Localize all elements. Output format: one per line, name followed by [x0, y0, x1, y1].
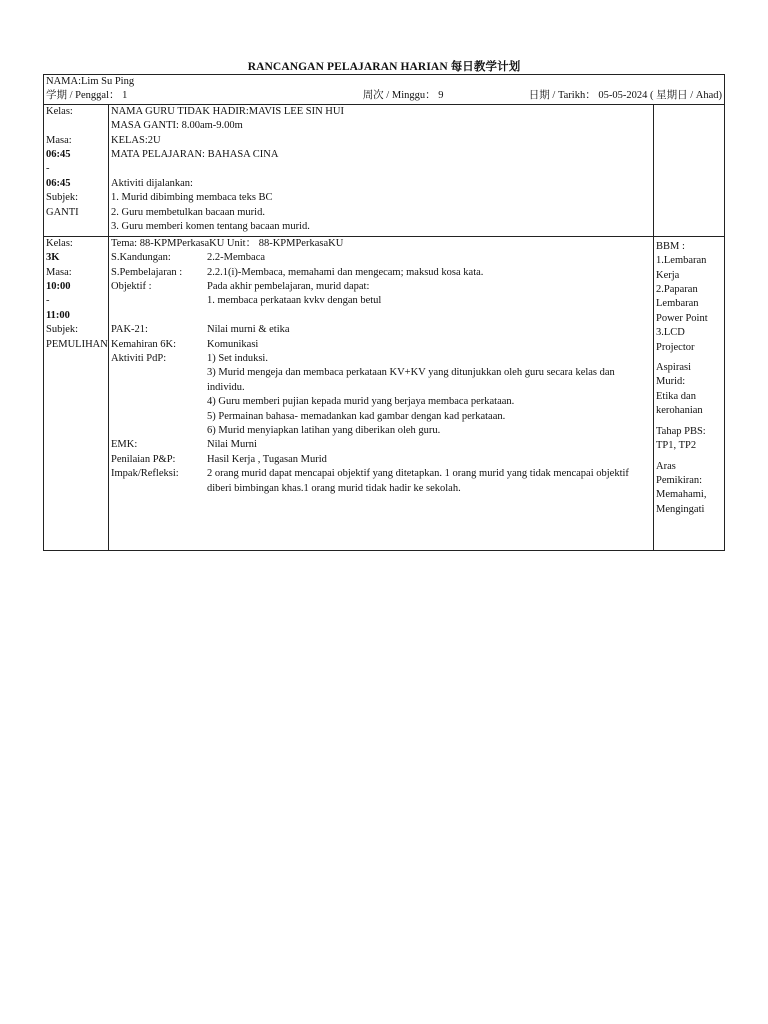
activity-item: 4) Guru memberi pujian kepada murid yang berjaya membaca perkataan. — [207, 396, 515, 408]
field-value: 2.2.1(i)-Membaca, memahami dan mengecam; maksud kosa kata. — [207, 266, 484, 278]
bbm-item: 3.LCD Projector — [656, 327, 695, 353]
class-info-cell — [44, 104, 109, 236]
header-row — [44, 75, 725, 105]
field-label: Impak/Refleksi: — [111, 468, 179, 480]
subject-value: PEMULIHAN — [46, 338, 108, 350]
subjek-label: Subjek: — [46, 192, 79, 204]
bbm-item: 1.Lembaran Kerja — [656, 255, 707, 281]
bbm-item: 2.Paparan Lembaran Power Point — [656, 284, 708, 324]
lesson-row-main — [44, 236, 725, 550]
content-standard — [111, 251, 651, 265]
substitute-subject: MATA PELAJARAN: BAHASA CINA — [111, 149, 279, 161]
time-separator: - — [46, 163, 50, 175]
substitute-details-cell — [109, 104, 654, 236]
field-label: PAK-21: — [111, 324, 148, 336]
field-value: Hasil Kerja , Tugasan Murid — [207, 453, 327, 465]
activities-heading: Aktiviti dijalankan: — [111, 177, 193, 189]
activity-item: 1) Set induksi. — [207, 353, 268, 365]
substitute-notes-cell — [654, 104, 725, 236]
resources-cell — [654, 236, 725, 550]
subject-value: GANTI — [46, 206, 79, 218]
lesson-row-substitute — [44, 104, 725, 236]
class-info-cell — [44, 236, 109, 550]
lesson-plan-table — [43, 74, 725, 551]
learning-standard — [111, 266, 651, 280]
lesson-details-cell — [109, 236, 654, 550]
header-cell — [44, 75, 725, 105]
pbs-title: Tahap PBS: — [656, 425, 706, 437]
activity-item: 3. Guru memberi komen tentang bacaan murid. — [111, 221, 310, 233]
assessment — [111, 453, 651, 467]
field-label: Objektif : — [111, 281, 152, 293]
skills-6k — [111, 338, 651, 352]
field-label: Aktiviti PdP: — [111, 353, 167, 365]
week-label: 周次 / Minggu： 9 — [362, 90, 444, 102]
field-value: Komunikasi — [207, 338, 259, 350]
time-end: 11:00 — [46, 309, 70, 321]
field-value: 2.2-Membaca — [207, 252, 266, 264]
activity-item: 2. Guru membetulkan bacaan murid. — [111, 206, 265, 218]
theme-unit: Tema: 88-KPMPerkasaKU Unit： 88-KPMPerkasaKU — [111, 237, 344, 249]
field-value: Pada akhir pembelajaran, murid dapat: — [207, 281, 370, 293]
subjek-label: Subjek: — [46, 324, 79, 336]
activity-list — [207, 352, 651, 438]
reflection — [111, 467, 651, 496]
time-separator: - — [46, 295, 50, 307]
field-label: Kemahiran 6K: — [111, 338, 177, 350]
activity-item: 1. Murid dibimbing membaca teks BC — [111, 192, 273, 204]
kelas-label: Kelas: — [46, 105, 73, 117]
field-label: EMK: — [111, 439, 138, 451]
teacher-name: NAMA:Lim Su Ping — [46, 76, 135, 87]
emk — [111, 438, 651, 452]
kelas-label: Kelas: — [46, 237, 73, 249]
time-end: 06:45 — [46, 177, 71, 189]
class-value: 3K — [46, 252, 60, 264]
absent-teacher: NAMA GURU TIDAK HADIR:MAVIS LEE SIN HUI — [111, 105, 344, 117]
field-label: S.Pembelajaran : — [111, 266, 183, 278]
substitute-time: MASA GANTI: 8.00am-9.00m — [111, 120, 243, 132]
masa-label: Masa: — [46, 134, 72, 146]
objective — [111, 280, 651, 294]
activity-item: 6) Murid menyiapkan latihan yang diberikan oleh guru. — [207, 425, 441, 437]
thinking-level-title: Aras Pemikiran: — [656, 460, 703, 486]
objective-item: 1. membaca perkataan kvkv dengan betul — [207, 295, 382, 307]
field-value: Nilai murni & etika — [207, 324, 290, 336]
aspiration-title: Aspirasi Murid: — [656, 362, 691, 388]
substitute-class: KELAS:2U — [111, 134, 161, 146]
field-label: Penilaian P&P: — [111, 453, 176, 465]
page-title: RANCANGAN PELAJARAN HARIAN 每日教学计划 — [247, 61, 521, 73]
field-value: Nilai Murni — [207, 439, 257, 451]
aspiration-value: Etika dan kerohanian — [656, 390, 703, 417]
pak21 — [111, 323, 651, 337]
bbm-title: BBM : — [656, 240, 685, 252]
date-label: 日期 / Tarikh： 05-05-2024 ( 星期日 / Ahad) — [528, 90, 722, 102]
thinking-level-value: Memahami, Mengingati — [656, 489, 707, 515]
activity-item: 5) Permainan bahasa- memadankan kad gambar dengan kad perkataan. — [207, 410, 506, 422]
pbs-value: TP1, TP2 — [656, 440, 697, 452]
masa-label: Masa: — [46, 266, 72, 278]
time-start: 10:00 — [46, 281, 71, 293]
field-label: S.Kandungan: — [111, 252, 171, 264]
field-value: 2 orang murid dapat mencapai objektif yang ditetapkan. 1 orang murid yang tidak mencapai objektif diberi bimbingan khas.1 orang murid tidak hadir ke sekolah. — [207, 468, 629, 494]
activity-item: 3) Murid mengeja dan membaca perkataan KV+KV yang ditunjukkan oleh guru secara kelas dan individu. — [207, 367, 615, 393]
time-start: 06:45 — [46, 149, 71, 161]
term-label: 学期 / Penggal： 1 — [46, 90, 128, 102]
pdp-activities — [111, 352, 651, 438]
